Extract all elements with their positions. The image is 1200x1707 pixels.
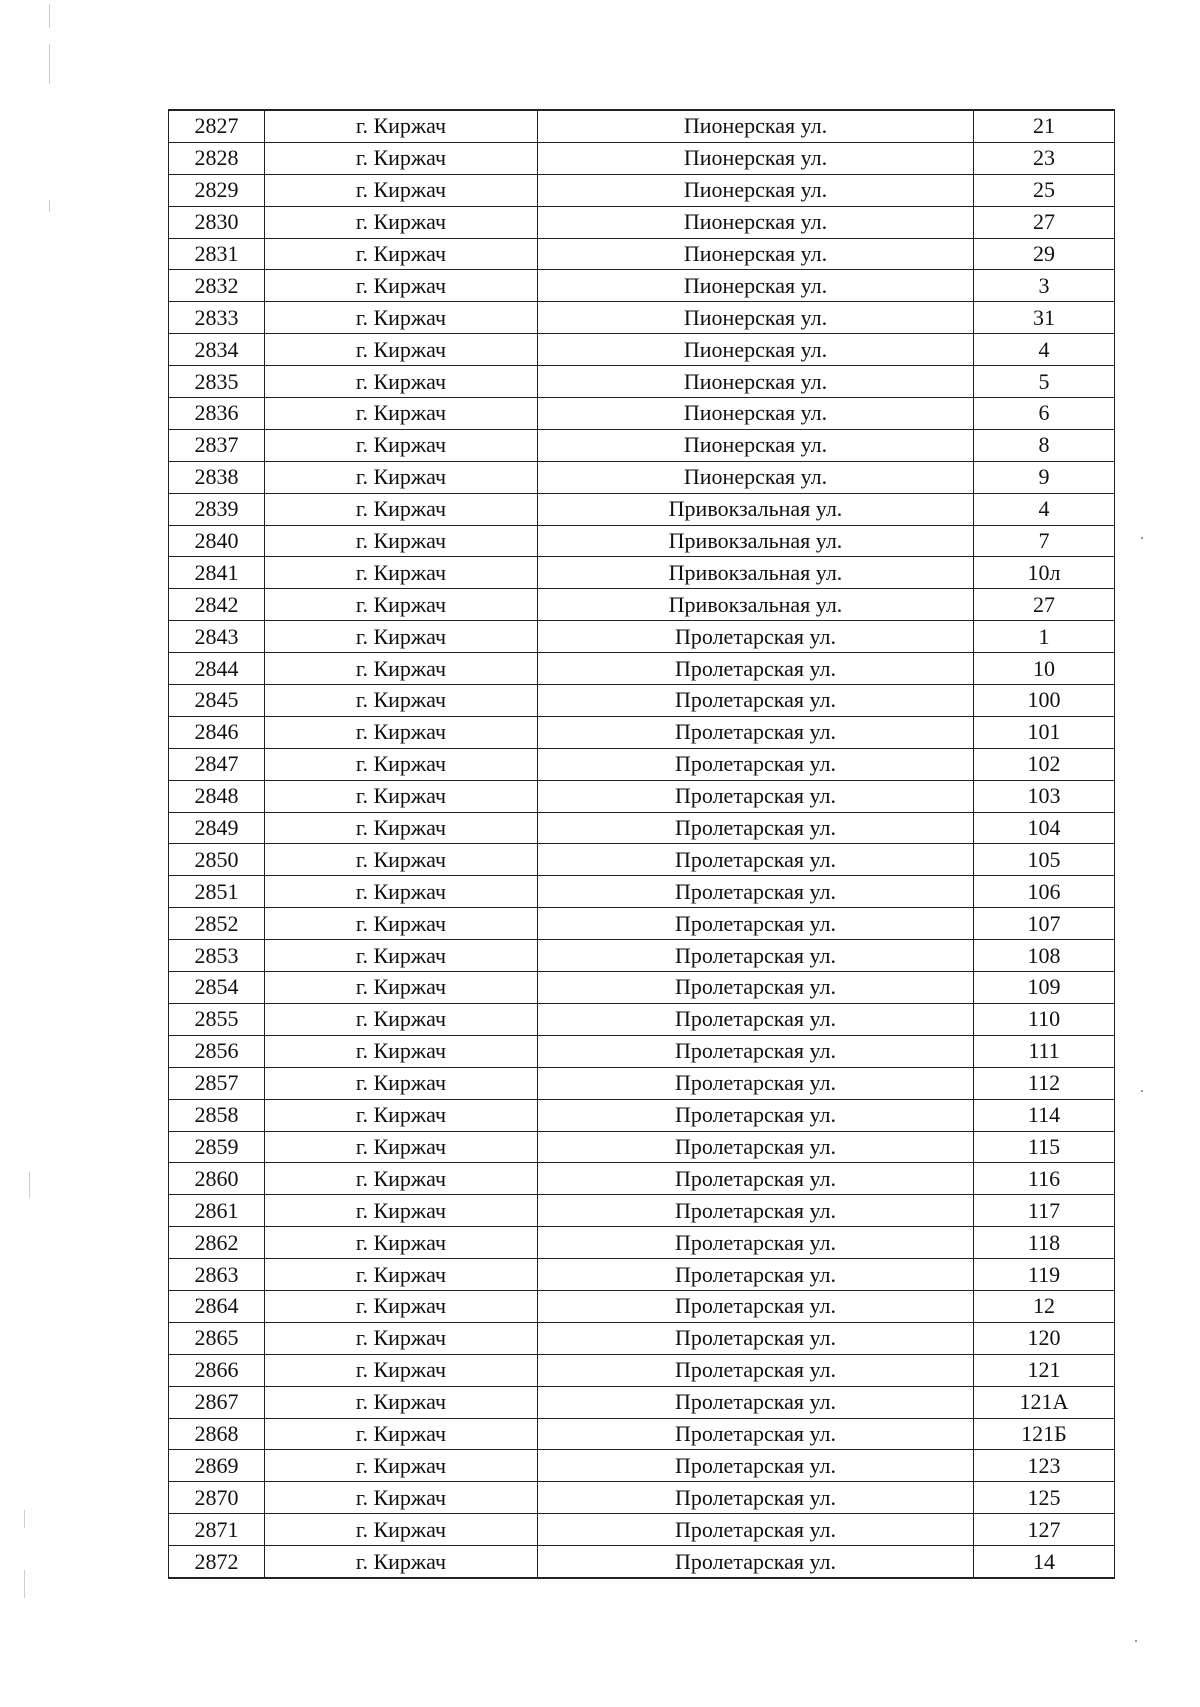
row-number-cell: 2870 xyxy=(169,1482,265,1514)
table-row xyxy=(169,334,1115,366)
settlement-cell: г. Киржач xyxy=(265,716,538,748)
street-cell: Привокзальная ул. xyxy=(538,525,974,557)
settlement-cell: г. Киржач xyxy=(265,270,538,302)
house-number-cell: 111 xyxy=(974,1035,1115,1067)
row-number-cell: 2833 xyxy=(169,302,265,334)
house-number-cell: 112 xyxy=(974,1067,1115,1099)
table-row xyxy=(169,1227,1115,1259)
street-cell: Пролетарская ул. xyxy=(538,1418,974,1450)
table-row xyxy=(169,557,1115,589)
table-row xyxy=(169,461,1115,493)
settlement-cell: г. Киржач xyxy=(265,1386,538,1418)
table-row xyxy=(169,110,1115,142)
table-row xyxy=(169,1163,1115,1195)
house-number-cell: 108 xyxy=(974,940,1115,972)
house-number-cell: 6 xyxy=(974,398,1115,430)
row-number-cell: 2830 xyxy=(169,206,265,238)
house-number-cell: 7 xyxy=(974,525,1115,557)
address-register-table xyxy=(168,109,1115,1579)
table-row xyxy=(169,398,1115,430)
table-row xyxy=(169,1450,1115,1482)
table-row xyxy=(169,812,1115,844)
row-number-cell: 2856 xyxy=(169,1035,265,1067)
house-number-cell: 23 xyxy=(974,142,1115,174)
street-cell: Пролетарская ул. xyxy=(538,1035,974,1067)
settlement-cell: г. Киржач xyxy=(265,525,538,557)
row-number-cell: 2840 xyxy=(169,525,265,557)
street-cell: Пролетарская ул. xyxy=(538,1450,974,1482)
table-row xyxy=(169,1482,1115,1514)
table-row xyxy=(169,1259,1115,1291)
table-row xyxy=(169,366,1115,398)
street-cell: Пролетарская ул. xyxy=(538,685,974,717)
house-number-cell: 9 xyxy=(974,461,1115,493)
row-number-cell: 2872 xyxy=(169,1546,265,1578)
table-row xyxy=(169,1003,1115,1035)
house-number-cell: 117 xyxy=(974,1195,1115,1227)
row-number-cell: 2838 xyxy=(169,461,265,493)
settlement-cell: г. Киржач xyxy=(265,398,538,430)
row-number-cell: 2834 xyxy=(169,334,265,366)
settlement-cell: г. Киржач xyxy=(265,1450,538,1482)
table-row xyxy=(169,493,1115,525)
settlement-cell: г. Киржач xyxy=(265,1163,538,1195)
house-number-cell: 110 xyxy=(974,1003,1115,1035)
settlement-cell: г. Киржач xyxy=(265,1003,538,1035)
house-number-cell: 8 xyxy=(974,429,1115,461)
settlement-cell: г. Киржач xyxy=(265,1259,538,1291)
settlement-cell: г. Киржач xyxy=(265,461,538,493)
settlement-cell: г. Киржач xyxy=(265,174,538,206)
house-number-cell: 4 xyxy=(974,493,1115,525)
house-number-cell: 121Б xyxy=(974,1418,1115,1450)
street-cell: Пролетарская ул. xyxy=(538,1003,974,1035)
house-number-cell: 121 xyxy=(974,1354,1115,1386)
street-cell: Пролетарская ул. xyxy=(538,1290,974,1322)
house-number-cell: 127 xyxy=(974,1514,1115,1546)
table-row xyxy=(169,1035,1115,1067)
street-cell: Пролетарская ул. xyxy=(538,1227,974,1259)
row-number-cell: 2847 xyxy=(169,748,265,780)
table-row xyxy=(169,972,1115,1004)
street-cell: Пионерская ул. xyxy=(538,334,974,366)
street-cell: Пионерская ул. xyxy=(538,238,974,270)
street-cell: Пролетарская ул. xyxy=(538,1386,974,1418)
settlement-cell: г. Киржач xyxy=(265,748,538,780)
row-number-cell: 2848 xyxy=(169,780,265,812)
table-row xyxy=(169,302,1115,334)
table-row xyxy=(169,270,1115,302)
house-number-cell: 106 xyxy=(974,876,1115,908)
house-number-cell: 119 xyxy=(974,1259,1115,1291)
house-number-cell: 25 xyxy=(974,174,1115,206)
house-number-cell: 27 xyxy=(974,589,1115,621)
house-number-cell: 125 xyxy=(974,1482,1115,1514)
street-cell: Пролетарская ул. xyxy=(538,1354,974,1386)
settlement-cell: г. Киржач xyxy=(265,238,538,270)
house-number-cell: 114 xyxy=(974,1099,1115,1131)
table-row xyxy=(169,780,1115,812)
street-cell: Привокзальная ул. xyxy=(538,493,974,525)
house-number-cell: 4 xyxy=(974,334,1115,366)
table-row xyxy=(169,1131,1115,1163)
table-row xyxy=(169,142,1115,174)
house-number-cell: 116 xyxy=(974,1163,1115,1195)
table-row xyxy=(169,716,1115,748)
street-cell: Пролетарская ул. xyxy=(538,972,974,1004)
settlement-cell: г. Киржач xyxy=(265,940,538,972)
house-number-cell: 115 xyxy=(974,1131,1115,1163)
row-number-cell: 2841 xyxy=(169,557,265,589)
street-cell: Пролетарская ул. xyxy=(538,1099,974,1131)
house-number-cell: 21 xyxy=(974,110,1115,142)
row-number-cell: 2864 xyxy=(169,1290,265,1322)
scan-artifact-dot xyxy=(1141,1090,1143,1092)
street-cell: Пролетарская ул. xyxy=(538,876,974,908)
street-cell: Пролетарская ул. xyxy=(538,1131,974,1163)
scan-artifact-line xyxy=(49,44,50,84)
table-row xyxy=(169,1099,1115,1131)
street-cell: Пролетарская ул. xyxy=(538,940,974,972)
table-row xyxy=(169,621,1115,653)
scan-artifact-line xyxy=(49,200,50,212)
row-number-cell: 2832 xyxy=(169,270,265,302)
house-number-cell: 105 xyxy=(974,844,1115,876)
settlement-cell: г. Киржач xyxy=(265,1131,538,1163)
table-row xyxy=(169,1514,1115,1546)
house-number-cell: 10 xyxy=(974,653,1115,685)
settlement-cell: г. Киржач xyxy=(265,1322,538,1354)
row-number-cell: 2861 xyxy=(169,1195,265,1227)
street-cell: Пионерская ул. xyxy=(538,174,974,206)
house-number-cell: 107 xyxy=(974,908,1115,940)
house-number-cell: 121А xyxy=(974,1386,1115,1418)
scan-artifact-line xyxy=(24,1570,25,1598)
table-row xyxy=(169,940,1115,972)
house-number-cell: 118 xyxy=(974,1227,1115,1259)
row-number-cell: 2863 xyxy=(169,1259,265,1291)
settlement-cell: г. Киржач xyxy=(265,589,538,621)
table-row xyxy=(169,1290,1115,1322)
house-number-cell: 101 xyxy=(974,716,1115,748)
table-row xyxy=(169,685,1115,717)
scan-artifact-dot xyxy=(1141,537,1143,539)
house-number-cell: 27 xyxy=(974,206,1115,238)
street-cell: Пролетарская ул. xyxy=(538,1482,974,1514)
row-number-cell: 2844 xyxy=(169,653,265,685)
street-cell: Пионерская ул. xyxy=(538,206,974,238)
house-number-cell: 102 xyxy=(974,748,1115,780)
row-number-cell: 2860 xyxy=(169,1163,265,1195)
house-number-cell: 120 xyxy=(974,1322,1115,1354)
row-number-cell: 2852 xyxy=(169,908,265,940)
street-cell: Пионерская ул. xyxy=(538,429,974,461)
row-number-cell: 2828 xyxy=(169,142,265,174)
street-cell: Пролетарская ул. xyxy=(538,908,974,940)
table-row xyxy=(169,1354,1115,1386)
street-cell: Пионерская ул. xyxy=(538,110,974,142)
address-register-body xyxy=(169,110,1115,1578)
street-cell: Пионерская ул. xyxy=(538,142,974,174)
street-cell: Пролетарская ул. xyxy=(538,1067,974,1099)
house-number-cell: 104 xyxy=(974,812,1115,844)
settlement-cell: г. Киржач xyxy=(265,653,538,685)
settlement-cell: г. Киржач xyxy=(265,1290,538,1322)
scan-artifact-line xyxy=(49,4,50,28)
street-cell: Пролетарская ул. xyxy=(538,653,974,685)
row-number-cell: 2836 xyxy=(169,398,265,430)
row-number-cell: 2831 xyxy=(169,238,265,270)
street-cell: Пролетарская ул. xyxy=(538,1514,974,1546)
settlement-cell: г. Киржач xyxy=(265,110,538,142)
row-number-cell: 2845 xyxy=(169,685,265,717)
table-row xyxy=(169,1067,1115,1099)
row-number-cell: 2842 xyxy=(169,589,265,621)
table-row xyxy=(169,876,1115,908)
table-row xyxy=(169,1546,1115,1578)
settlement-cell: г. Киржач xyxy=(265,780,538,812)
settlement-cell: г. Киржач xyxy=(265,1067,538,1099)
table-row xyxy=(169,748,1115,780)
street-cell: Пионерская ул. xyxy=(538,398,974,430)
street-cell: Пролетарская ул. xyxy=(538,812,974,844)
table-row xyxy=(169,844,1115,876)
table-row xyxy=(169,589,1115,621)
settlement-cell: г. Киржач xyxy=(265,366,538,398)
street-cell: Пролетарская ул. xyxy=(538,1259,974,1291)
street-cell: Пролетарская ул. xyxy=(538,1322,974,1354)
row-number-cell: 2871 xyxy=(169,1514,265,1546)
house-number-cell: 14 xyxy=(974,1546,1115,1578)
street-cell: Пролетарская ул. xyxy=(538,844,974,876)
settlement-cell: г. Киржач xyxy=(265,1099,538,1131)
settlement-cell: г. Киржач xyxy=(265,1354,538,1386)
settlement-cell: г. Киржач xyxy=(265,1546,538,1578)
row-number-cell: 2857 xyxy=(169,1067,265,1099)
row-number-cell: 2850 xyxy=(169,844,265,876)
settlement-cell: г. Киржач xyxy=(265,1035,538,1067)
settlement-cell: г. Киржач xyxy=(265,493,538,525)
street-cell: Пролетарская ул. xyxy=(538,748,974,780)
row-number-cell: 2867 xyxy=(169,1386,265,1418)
table-row xyxy=(169,1322,1115,1354)
street-cell: Привокзальная ул. xyxy=(538,589,974,621)
row-number-cell: 2869 xyxy=(169,1450,265,1482)
street-cell: Пролетарская ул. xyxy=(538,1163,974,1195)
street-cell: Пролетарская ул. xyxy=(538,621,974,653)
table-row xyxy=(169,206,1115,238)
scan-artifact-line xyxy=(29,1172,30,1198)
house-number-cell: 103 xyxy=(974,780,1115,812)
settlement-cell: г. Киржач xyxy=(265,876,538,908)
house-number-cell: 123 xyxy=(974,1450,1115,1482)
street-cell: Пионерская ул. xyxy=(538,270,974,302)
settlement-cell: г. Киржач xyxy=(265,1227,538,1259)
house-number-cell: 12 xyxy=(974,1290,1115,1322)
settlement-cell: г. Киржач xyxy=(265,142,538,174)
row-number-cell: 2827 xyxy=(169,110,265,142)
scan-artifact-line xyxy=(24,1510,25,1528)
row-number-cell: 2829 xyxy=(169,174,265,206)
row-number-cell: 2865 xyxy=(169,1322,265,1354)
settlement-cell: г. Киржач xyxy=(265,1195,538,1227)
table-row xyxy=(169,908,1115,940)
row-number-cell: 2849 xyxy=(169,812,265,844)
settlement-cell: г. Киржач xyxy=(265,557,538,589)
row-number-cell: 2835 xyxy=(169,366,265,398)
table-row xyxy=(169,174,1115,206)
table-row xyxy=(169,1195,1115,1227)
settlement-cell: г. Киржач xyxy=(265,685,538,717)
row-number-cell: 2855 xyxy=(169,1003,265,1035)
row-number-cell: 2866 xyxy=(169,1354,265,1386)
settlement-cell: г. Киржач xyxy=(265,1482,538,1514)
row-number-cell: 2843 xyxy=(169,621,265,653)
settlement-cell: г. Киржач xyxy=(265,334,538,366)
settlement-cell: г. Киржач xyxy=(265,206,538,238)
row-number-cell: 2854 xyxy=(169,972,265,1004)
settlement-cell: г. Киржач xyxy=(265,1514,538,1546)
table-row xyxy=(169,525,1115,557)
row-number-cell: 2837 xyxy=(169,429,265,461)
street-cell: Пионерская ул. xyxy=(538,366,974,398)
row-number-cell: 2853 xyxy=(169,940,265,972)
street-cell: Пионерская ул. xyxy=(538,461,974,493)
row-number-cell: 2862 xyxy=(169,1227,265,1259)
scan-artifact-dot xyxy=(1135,1640,1137,1642)
table-row xyxy=(169,1386,1115,1418)
table-row xyxy=(169,429,1115,461)
row-number-cell: 2858 xyxy=(169,1099,265,1131)
house-number-cell: 109 xyxy=(974,972,1115,1004)
row-number-cell: 2851 xyxy=(169,876,265,908)
settlement-cell: г. Киржач xyxy=(265,812,538,844)
house-number-cell: 100 xyxy=(974,685,1115,717)
street-cell: Пролетарская ул. xyxy=(538,1195,974,1227)
row-number-cell: 2868 xyxy=(169,1418,265,1450)
house-number-cell: 5 xyxy=(974,366,1115,398)
house-number-cell: 3 xyxy=(974,270,1115,302)
street-cell: Пролетарская ул. xyxy=(538,780,974,812)
settlement-cell: г. Киржач xyxy=(265,621,538,653)
house-number-cell: 31 xyxy=(974,302,1115,334)
settlement-cell: г. Киржач xyxy=(265,1418,538,1450)
street-cell: Привокзальная ул. xyxy=(538,557,974,589)
row-number-cell: 2839 xyxy=(169,493,265,525)
street-cell: Пролетарская ул. xyxy=(538,716,974,748)
house-number-cell: 10л xyxy=(974,557,1115,589)
house-number-cell: 1 xyxy=(974,621,1115,653)
settlement-cell: г. Киржач xyxy=(265,972,538,1004)
table-row xyxy=(169,238,1115,270)
street-cell: Пролетарская ул. xyxy=(538,1546,974,1578)
settlement-cell: г. Киржач xyxy=(265,908,538,940)
house-number-cell: 29 xyxy=(974,238,1115,270)
table-row xyxy=(169,1418,1115,1450)
settlement-cell: г. Киржач xyxy=(265,429,538,461)
settlement-cell: г. Киржач xyxy=(265,302,538,334)
row-number-cell: 2859 xyxy=(169,1131,265,1163)
settlement-cell: г. Киржач xyxy=(265,844,538,876)
street-cell: Пионерская ул. xyxy=(538,302,974,334)
row-number-cell: 2846 xyxy=(169,716,265,748)
table-row xyxy=(169,653,1115,685)
